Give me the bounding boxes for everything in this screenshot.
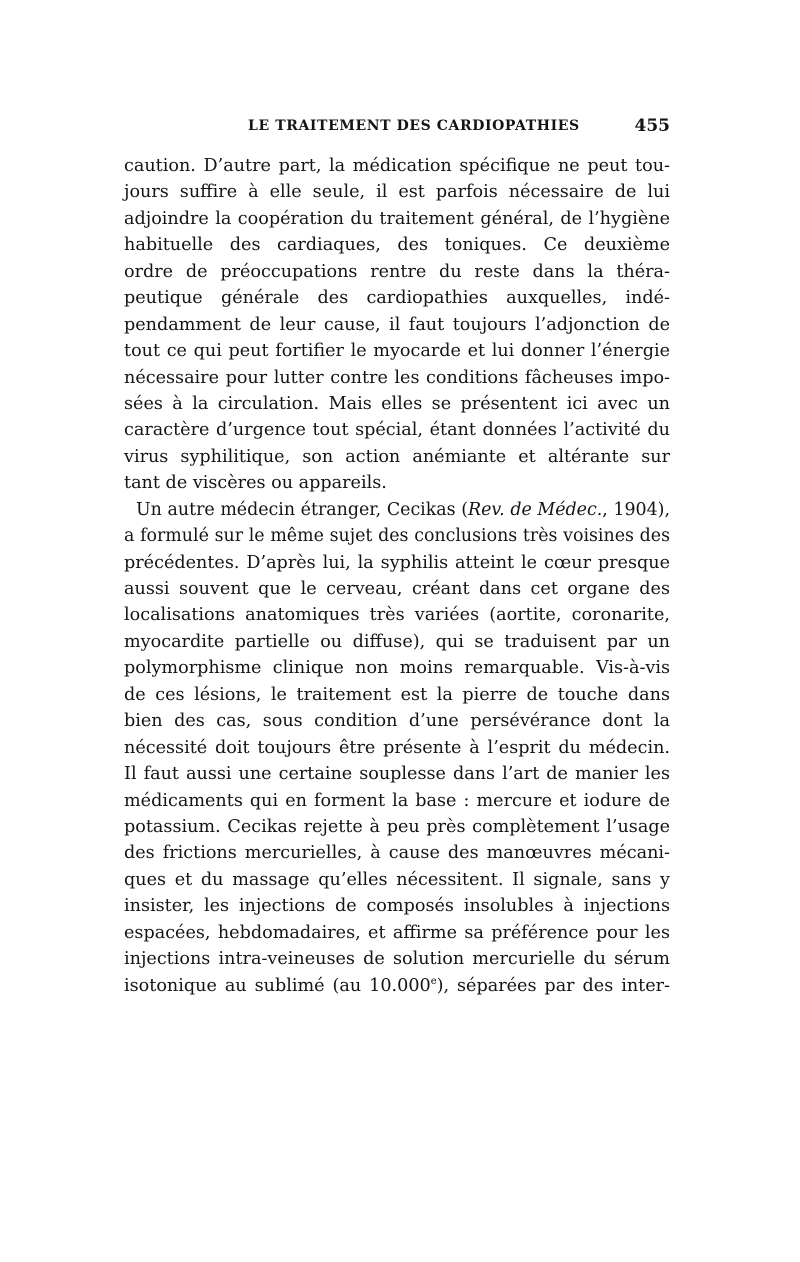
- text-line: insister, les injections de composés insolubles à injections: [124, 896, 670, 917]
- text-line: sées à la circulation. Mais elles se présentent ici avec un: [124, 393, 670, 414]
- text-run: Un autre médecin étranger, Cecikas (: [136, 499, 469, 520]
- text-line: [124, 497, 670, 523]
- text-line: nécessaire pour lutter contre les conditions fâcheuses impo-: [124, 367, 670, 388]
- text-line: nécessité doit toujours être présente à l’esprit du médecin.: [124, 737, 670, 758]
- text-line: jours suffire à elle seule, il est parfois nécessaire de lui: [124, 182, 670, 203]
- text-line: potassium. Cecikas rejette à peu près complètement l’usage: [124, 816, 670, 837]
- text-line: des frictions mercurielles, à cause des manœuvres mécani-: [124, 843, 670, 864]
- text-line: Il faut aussi une certaine souplesse dans l’art de manier les: [124, 764, 670, 785]
- text-line: caractère d’urgence tout spécial, étant données l’activité du: [124, 420, 670, 441]
- text-line: ordre de préoccupations rentre du reste dans la théra-: [124, 261, 670, 282]
- text-run: , 1904),: [602, 499, 670, 520]
- superscript: e: [430, 975, 437, 987]
- text-line: bien des cas, sous condition d’une persévérance dont la: [124, 711, 670, 732]
- citation-journal: de Médec.: [510, 499, 603, 520]
- text-line: caution. D’autre part, la médication spécifique ne peut tou-: [124, 156, 670, 176]
- text-line: habituelle des cardiaques, des toniques. Ce deuxième: [124, 235, 670, 256]
- text-run: isotonique au sublimé (au 10.000: [124, 975, 431, 996]
- text-line: virus syphilitique, son action anémiante et altérante sur: [124, 446, 670, 467]
- text-line: ques et du massage qu’elles nécessitent. Il signale, sans y: [124, 869, 670, 890]
- text-line: a formulé sur le même sujet des conclusions très voisines des: [124, 526, 670, 547]
- text-line: aussi souvent que le cerveau, créant dans cet organe des: [124, 579, 670, 599]
- text-line: adjoindre la coopération du traitement général, de l’hygiène: [124, 208, 670, 229]
- text-line: [124, 973, 670, 999]
- running-head: [124, 118, 670, 142]
- text-line: localisations anatomiques très variées (aortite, coronarite,: [124, 605, 670, 626]
- running-title: LE TRAITEMENT DES CARDIOPATHIES: [248, 118, 580, 134]
- text-run: ), séparées par des inter-: [436, 975, 670, 996]
- text-line: espacées, hebdomadaires, et affirme sa préférence pour les: [124, 922, 670, 943]
- text-line: médicaments qui en forment la base : mercure et iodure de: [124, 790, 670, 811]
- text-line: pendamment de leur cause, il faut toujours l’adjonction de: [124, 314, 670, 335]
- text-line: précédentes. D’après lui, la syphilis atteint le cœur presque: [124, 552, 670, 573]
- text-line: tout ce qui peut fortifier le myocarde et lui donner l’énergie: [124, 341, 670, 362]
- page-number: 455: [634, 116, 670, 136]
- text-line: de ces lésions, le traitement est la pierre de touche dans: [124, 684, 670, 705]
- text-line: polymorphisme clinique non moins remarquable. Vis-à-vis: [124, 658, 670, 679]
- paragraph-1: [124, 153, 670, 497]
- text-line: injections intra-veineuses de solution mercurielle du sérum: [124, 949, 670, 970]
- body-text: [124, 153, 670, 999]
- text-line: peutique générale des cardiopathies auxquelles, indé-: [124, 288, 670, 309]
- text-line: tant de viscères ou appareils.: [124, 473, 387, 494]
- citation-journal: Rev.: [468, 499, 505, 520]
- paragraph-2: [124, 497, 670, 999]
- text-line: myocardite partielle ou diffuse), qui se traduisent par un: [124, 631, 670, 652]
